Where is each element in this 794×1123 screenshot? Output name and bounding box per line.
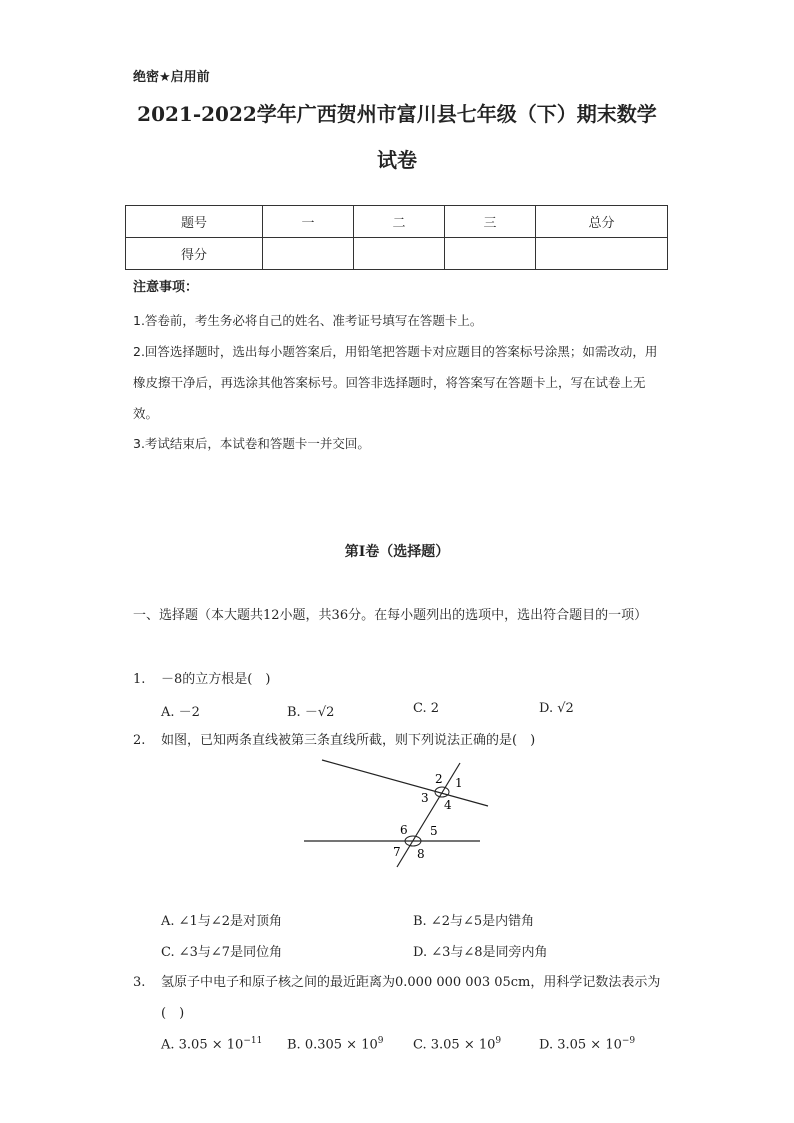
option-d bbox=[539, 1036, 635, 1052]
score-input-cell[interactable] bbox=[445, 238, 536, 270]
score-cell: 得分 bbox=[126, 238, 263, 270]
question-text: －8的立方根是( ) bbox=[161, 672, 271, 687]
score-table-header-row bbox=[126, 206, 668, 238]
angle-label: 5 bbox=[430, 824, 438, 838]
option-base: B. 0.305 × 10 bbox=[287, 1037, 378, 1053]
score-cell: 二 bbox=[354, 206, 445, 238]
exam-title: 2021-2022学年广西贺州市富川县七年级（下）期末数学 bbox=[137, 102, 657, 126]
option-base: A. 3.05 × 10 bbox=[161, 1037, 244, 1053]
option-b bbox=[287, 1036, 383, 1052]
question-text: 氢原子中电子和原子核之间的最近距离为0.000 000 003 05cm，用科学记数法表示为( ) bbox=[161, 975, 661, 1021]
score-table bbox=[125, 205, 668, 270]
score-input-cell[interactable] bbox=[536, 238, 668, 270]
option-exponent: 9 bbox=[377, 1036, 384, 1046]
score-cell: 三 bbox=[445, 206, 536, 238]
angle-label: 4 bbox=[444, 798, 452, 812]
option-d: D. √2 bbox=[539, 701, 574, 716]
notice-item: 3.考试结束后，本试卷和答题卡一并交回。 bbox=[133, 436, 370, 451]
option-a bbox=[161, 1036, 262, 1052]
question-type-heading: 一、选择题（本大题共12小题，共36分。在每小题列出的选项中，选出符合题目的一项） bbox=[133, 608, 648, 623]
option-a: A. －2 bbox=[161, 705, 200, 720]
angle-label: 2 bbox=[435, 772, 443, 786]
question-number: 1. bbox=[133, 672, 146, 687]
question-text: 如图，已知两条直线被第三条直线所截，则下列说法正确的是( ) bbox=[161, 733, 536, 748]
score-input-cell[interactable] bbox=[263, 238, 354, 270]
score-input-cell[interactable] bbox=[354, 238, 445, 270]
section-title: 第Ⅰ卷（选择题） bbox=[344, 544, 450, 560]
upper-line bbox=[322, 760, 488, 806]
option-base: C. 3.05 × 10 bbox=[413, 1037, 496, 1053]
option-b: B. ∠2与∠5是内错角 bbox=[413, 914, 535, 929]
score-cell: 一 bbox=[263, 206, 354, 238]
angle-label: 7 bbox=[393, 845, 401, 859]
option-exponent: −9 bbox=[621, 1036, 636, 1046]
option-c: C. 2 bbox=[413, 701, 440, 716]
score-cell: 题号 bbox=[126, 206, 263, 238]
option-c: C. ∠3与∠7是同位角 bbox=[161, 945, 283, 960]
score-table-score-row bbox=[126, 238, 668, 270]
option-c bbox=[413, 1036, 501, 1052]
question-number: 3. bbox=[133, 975, 146, 990]
option-base: D. 3.05 × 10 bbox=[539, 1037, 622, 1053]
option-d: D. ∠3与∠8是同旁内角 bbox=[413, 945, 548, 960]
angle-label: 1 bbox=[455, 776, 463, 790]
option-exponent: 9 bbox=[495, 1036, 502, 1046]
transversal-line bbox=[397, 763, 460, 867]
score-cell: 总分 bbox=[536, 206, 668, 238]
notice-item: 1.答卷前，考生务必将自己的姓名、准考证号填写在答题卡上。 bbox=[133, 313, 483, 328]
option-b: B. －√2 bbox=[287, 705, 335, 720]
option-a: A. ∠1与∠2是对顶角 bbox=[161, 914, 282, 929]
question-number: 2. bbox=[133, 733, 146, 748]
confidential-label: 绝密★启用前 bbox=[133, 70, 210, 85]
angle-label: 6 bbox=[400, 823, 408, 837]
exam-title-continued: 试卷 bbox=[377, 148, 417, 172]
angle-label: 8 bbox=[417, 847, 425, 861]
notice-heading: 注意事项： bbox=[133, 280, 199, 295]
option-exponent: −11 bbox=[243, 1036, 263, 1046]
notice-item: 2.回答选择题时，选出每小题答案后，用铅笔把答题卡对应题目的答案标号涂黑；如需改动，用橡皮擦干净后，再选涂其他答案标号。回答非选择题时，将答案写在答题卡上，写在试卷上无效。 bbox=[133, 344, 658, 421]
transversal-figure bbox=[300, 755, 490, 875]
angle-label: 3 bbox=[421, 791, 429, 805]
